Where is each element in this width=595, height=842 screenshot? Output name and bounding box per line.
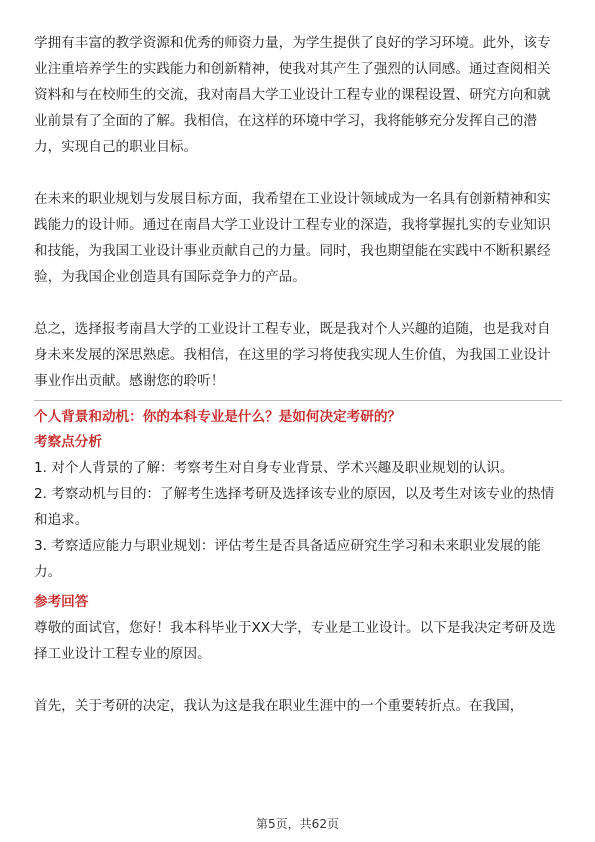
analysis-item-1: 1. 对个人背景的了解：考察考生对自身专业背景、学术兴趣及职业规划的认识。	[34, 460, 514, 476]
page-number-footer: 第5页，共62页	[256, 817, 339, 831]
answer-heading: 参考回答	[34, 594, 89, 610]
intro-paragraph-3: 总之，选择报考南昌大学的工业设计工程专业，既是我对个人兴趣的追随，也是我对自身未来发展的深思熟虑。我相信，在这里的学习将使我实现人生价值，为我国工业设计事业作出贡献。感谢您的聆听！	[34, 321, 551, 389]
interview-question: 个人背景和动机：你的本科专业是什么？是如何决定考研的？	[34, 409, 402, 425]
answer-paragraph-2: 首先，关于考研的决定，我认为这是我在职业生涯中的一个重要转折点。在我国，	[34, 698, 524, 714]
analysis-heading: 考察点分析	[34, 434, 102, 450]
intro-paragraph-1: 学拥有丰富的教学资源和优秀的师资力量，为学生提供了良好的学习环境。此外，该专业注重培养学生的实践能力和创新精神，使我对其产生了强烈的认同感。通过查阅相关资料和与在校师生的交流，我对南昌大学工业设计工程专业的课程设置、研究方向和就业前景有了全面的了解。我相信，在这样的环境中学习，我将能够充分发挥自己的潜力，实现自己的职业目标。	[34, 35, 551, 155]
section-divider	[34, 400, 562, 401]
analysis-item-3: 3. 考察适应能力与职业规划：评估考生是否具备适应研究生学习和未来职业发展的能力。	[34, 538, 541, 580]
analysis-item-2: 2. 考察动机与目的：了解考生选择考研及选择该专业的原因，以及考生对该专业的热情和追求。	[34, 486, 555, 528]
answer-paragraph-1: 尊敬的面试官，您好！我本科毕业于XX大学，专业是工业设计。以下是我决定考研及选择工业设计工程专业的原因。	[34, 620, 556, 662]
intro-paragraph-2: 在未来的职业规划与发展目标方面，我希望在工业设计领域成为一名具有创新精神和实践能力的设计师。通过在南昌大学工业设计工程专业的深造，我将掌握扎实的专业知识和技能，为我国工业设计事业贡献自己的力量。同时，我也期望能在实践中不断积累经验，为我国企业创造具有国际竞争力的产品。	[34, 191, 551, 285]
document-page	[34, 30, 562, 719]
